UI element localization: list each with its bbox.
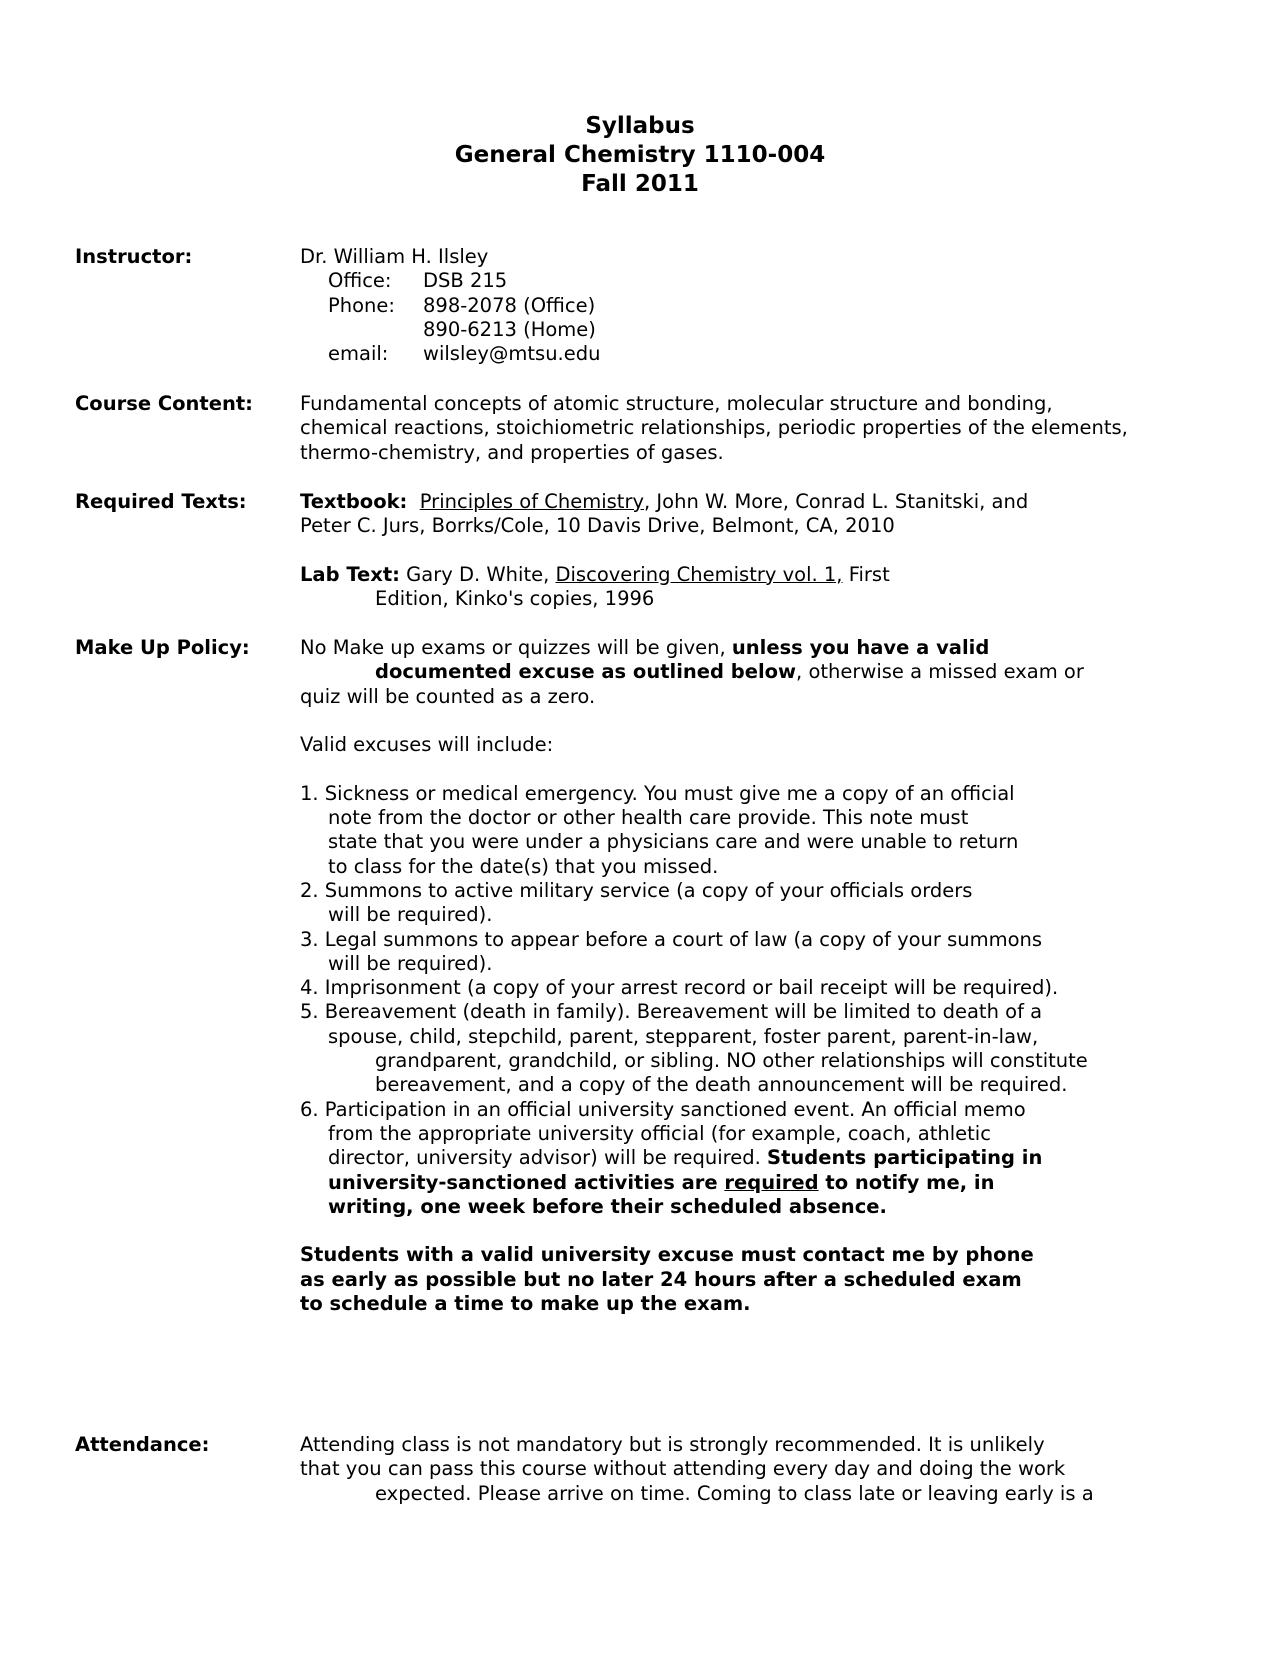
lab-text-edition: First [842, 562, 890, 586]
excuse-item-continued: note from the doctor or other health care provide. This note must [328, 806, 969, 830]
lab-text-title: Discovering Chemistry vol. 1, [555, 562, 843, 586]
excuse-item: 6. Participation in an official university sanctioned event. An official memo [300, 1097, 1026, 1121]
required-emphasis: required [724, 1170, 819, 1194]
excuse-item: 5. Bereavement (death in family). Bereavement will be limited to death of a [300, 1000, 1043, 1024]
contact-instruction-line: as early as possible but no later 24 hours after a scheduled exam [300, 1267, 1022, 1291]
textbook-title: Principles of Chemistry [419, 490, 645, 513]
excuse-item: 1. Sickness or medical emergency. You must give me a copy of an official [300, 781, 1015, 805]
excuse-item-continued: writing, one week before their scheduled absence. [328, 1194, 887, 1218]
course-content-section [300, 392, 1128, 465]
contact-instruction-line: Students with a valid university excuse must contact me by phone [300, 1243, 1034, 1267]
instructor-label: Instructor: [75, 245, 193, 268]
instructor-name: Dr. William H. Ilsley [300, 245, 489, 268]
textbook-line [300, 490, 1028, 514]
excuse-item-continued: will be required). [328, 903, 493, 927]
excuse-item: 4. Imprisonment (a copy of your arrest record or bail receipt will be required). [300, 976, 1059, 1000]
attendance-line: that you can pass this course without attending every day and doing the work [300, 1457, 1066, 1481]
office-label: Office: [328, 269, 392, 293]
document-title [0, 112, 1280, 199]
excuse-item-continued: spouse, child, stepchild, parent, stepparent, foster parent, parent-in-law, [328, 1024, 1039, 1048]
excuse-item: 2. Summons to active military service (a copy of your officials orders [300, 878, 973, 902]
lab-text-label: Lab Text: [300, 562, 400, 586]
email-label: email: [328, 342, 389, 366]
phone-home-value: 890-6213 (Home) [423, 317, 596, 341]
excuse-item-continued: director, university advisor) will be required. Students participating in [328, 1146, 1043, 1170]
email-value: wilsley@mtsu.edu [423, 342, 601, 366]
course-content-line: chemical reactions, stoichiometric relationships, periodic properties of the elements, [300, 416, 1128, 440]
office-value: DSB 215 [423, 269, 508, 293]
phone-label: Phone: [328, 293, 395, 317]
makeup-intro-line: No Make up exams or quizzes will be given, unless you have a valid [300, 636, 990, 659]
course-content-line: thermo-chemistry, and properties of gases. [300, 440, 724, 464]
instructor-section [300, 245, 601, 366]
phone-row [300, 294, 601, 318]
office-row [300, 269, 601, 293]
course-content-line: Fundamental concepts of atomic structure, molecular structure and bonding, [300, 392, 1053, 415]
excuse-item-continued: bereavement, and a copy of the death announcement will be required. [375, 1073, 1068, 1097]
lab-text-line [300, 563, 1028, 587]
textbook-label: Textbook: [300, 490, 408, 513]
textbook-publisher: Peter C. Jurs, Borrks/Cole, 10 Davis Drive, Belmont, CA, 2010 [300, 514, 895, 538]
makeup-policy-section [300, 636, 1088, 1316]
email-row [300, 342, 601, 366]
lab-text-author: Gary D. White, [399, 562, 556, 586]
title-line-course: General Chemistry 1110-004 [454, 142, 826, 168]
excuse-item-continued: to class for the date(s) that you missed. [328, 854, 719, 878]
excuse-item-continued: will be required). [328, 951, 493, 975]
attendance-line: Attending class is not mandatory but is strongly recommended. It is unlikely [300, 1433, 1045, 1456]
attendance-line: expected. Please arrive on time. Coming to class late or leaving early is a [375, 1481, 1094, 1505]
makeup-intro-line: documented excuse as outlined below, otherwise a missed exam or [375, 660, 1084, 684]
makeup-policy-label: Make Up Policy: [75, 636, 250, 659]
excuse-item-continued: from the appropriate university official (for example, coach, athletic [328, 1121, 991, 1145]
required-texts-section [300, 490, 1028, 611]
lab-text-publisher: Edition, Kinko's copies, 1996 [375, 587, 655, 611]
title-line-syllabus: Syllabus [585, 113, 695, 139]
contact-instruction-line: to schedule a time to make up the exam. [300, 1292, 751, 1316]
valid-excuses-heading: Valid excuses will include: [300, 733, 554, 757]
attendance-section [300, 1433, 1094, 1506]
textbook-authors: , John W. More, Conrad L. Stanitski, and [644, 490, 1029, 513]
title-line-term: Fall 2011 [581, 171, 699, 197]
phone-home-row [300, 318, 601, 342]
excuse-item: 3. Legal summons to appear before a court of law (a copy of your summons [300, 927, 1043, 951]
excuse-item-continued: state that you were under a physicians care and were unable to return [328, 830, 1019, 854]
makeup-intro-line: quiz will be counted as a zero. [300, 684, 596, 708]
excuse-item-continued: grandparent, grandchild, or sibling. NO other relationships will constitute [375, 1049, 1088, 1073]
attendance-label: Attendance: [75, 1433, 210, 1456]
required-texts-label: Required Texts: [75, 490, 247, 513]
course-content-label: Course Content: [75, 392, 253, 415]
excuse-item-continued: university-sanctioned activities are required to notify me, in [328, 1170, 995, 1194]
phone-office-value: 898-2078 (Office) [423, 293, 596, 317]
